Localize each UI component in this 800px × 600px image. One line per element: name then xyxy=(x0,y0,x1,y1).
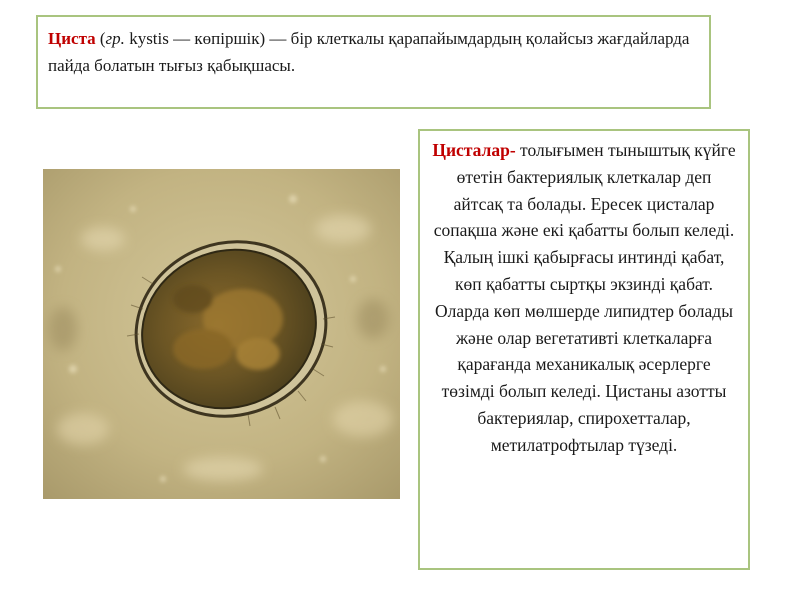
description-box xyxy=(418,129,750,570)
description-term: Цисталар- xyxy=(432,140,516,160)
cyst-micrograph xyxy=(43,169,400,499)
definition-term: Циста xyxy=(48,29,96,48)
definition-box xyxy=(36,15,711,109)
description-paragraph xyxy=(432,137,736,459)
definition-open-paren: ( xyxy=(95,29,106,48)
definition-text: kystis — көпіршік) — бір клеткалы қарапайымдардың қолайсыз жағдайларда пайда болатын тығыз қабықшасы. xyxy=(48,29,690,75)
cyst-micrograph-drawing xyxy=(43,169,400,499)
definition-abbrev: гр. xyxy=(105,29,125,48)
description-text: толығымен тыныштық күйге өтетін бактериялық клеткалар деп айтсақ та болады. Ересек цисталар сопақша және екі қабатты болып келеді. Қалың ішкі қабырғасы интинді қабат, көп қабатты сыртқы экзинді қабат. Оларда көп мөлшерде липидтер болады және олар вегетативті клеткаларға қарағанда механикалық әсерлерге төзімді болып келеді. Цистаны азотты бактериялар, спирохетталар, метилатрофтылар түзеді. xyxy=(433,140,736,455)
